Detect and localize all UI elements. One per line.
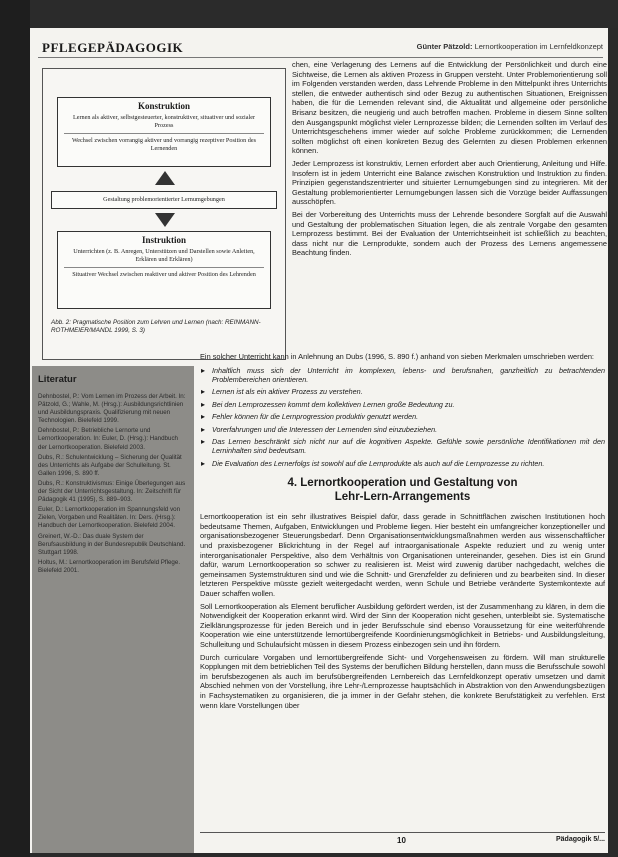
figure-pragmatic-position xyxy=(42,68,286,360)
feature-list xyxy=(200,366,605,469)
list-intro: Ein solcher Unterricht kann in Anlehnung an Dubs (1996, S. 890 f.) anhand von sieben Merkmalen umschrieben werden: xyxy=(200,352,594,361)
instruction-sub: Situativer Wechsel zwischen reaktiver und aktiver Position des Lehrenden xyxy=(64,267,264,279)
paragraph: Soll Lernortkooperation als Element beruflicher Ausbildung gefördert werden, ist der Zusammenhang zu klären, in dem die Notwendigkeit der Kooperation erkannt wird. Wird der Sinn der Kooperation nicht gesehen, unterbleibt sie. Systematische Zielklärungsprozesse für jeden Bereich und in jeder Berufsschule sind ebenso Voraussetzung für eine weiterführende Kooperation wie eine unterstützende lernortübergreifende Koordinierungsmöglichkeit in Betriebs- und Ausbildungsleitung, Schulleitung und Schulaufsicht müssen in diesem Prozess einbezogen sein und ihn fördern. xyxy=(200,601,605,649)
instruction-text: Unterrichten (z. B. Anregen, Unterstützen und Darstellen sowie Anleiten, Erklären und Erklären) xyxy=(73,248,255,263)
paragraph: chen, eine Verlagerung des Lernens auf die Entwicklung der Persönlichkeit und durch eine Sichtweise, die Lernen als aktiven Prozess in Gruppen versteht. Unter Problemorientierung soll im Folgenden verstanden werden, dass Lehrende Probleme in den Mittelpunkt ihres Unterrichts stellen, die entweder authentisch sind oder Bezug zu authentischen Situationen, Ereignissen haben, die für die Lernenden relevant sind, die Aktualität und allgemeine oder persönliche Brisanz besitzen, die neugierig und auch betroffen machen. Probleme in diesem Sinne sollten den Ausgangspunkt möglichst vieler Lernprozesse bilden; die Lernenden sollten im Verlauf des Unterrichtsgeschehens immer wieder auf solche Probleme zurückkommen; die Lernenden sollten möglichst oft einen konkreten Bezug des Gelernten zu diesen Problemen erkennen können. xyxy=(292,60,607,156)
article-author xyxy=(417,42,603,51)
section-heading-line1: 4. Lernortkooperation und Gestaltung von xyxy=(287,477,518,490)
arrow-down-icon xyxy=(155,213,175,227)
literature-entry: Dubs, R.: Konstruktivismus: Einige Überlegungen aus der Sicht der Unterrichtsgestaltung. In: Zeitschrift für Pädagogik 41 (1995), S. 889–903. xyxy=(38,479,186,504)
literature-entry: Greinert, W.-D.: Das duale System der Berufsausbildung in der Bundesrepublik Deutschland. Stuttgart 1998. xyxy=(38,532,186,556)
literature-entry: Dehnbostel, P.: Betriebliche Lernorte und Lernortkooperation. In: Euler, D. (Hrsg.): Handbuch der Lernortkooperation. Bielefeld 2003. xyxy=(38,427,178,451)
literature-entry: Dubs, R.: Schulentwicklung – Sicherung der Qualität des Unterrichts als Aufgabe der Schulleitung. St. Gallen 1996, S. 890 ff. xyxy=(38,453,182,477)
construction-sub: Wechsel zwischen vorrangig aktiver und vorrangig rezeptiver Position des Lernenden xyxy=(64,133,264,153)
literature-entry: Dehnbostel, P.: Vom Lernen im Prozess der Arbeit. In: Pätzold, G.; Wahle, M. (Hrsg.): Ausbildungsrichtlinien und Ausbildungspraxis. Qualifizierung mit neuen Technologien. Bielefeld 1999. xyxy=(38,393,186,425)
document-page xyxy=(30,28,608,853)
page-header xyxy=(38,36,603,58)
list-item: ▸ Lernen ist als ein aktiver Prozess zu verstehen. xyxy=(200,387,605,396)
section-heading xyxy=(220,476,585,504)
figure-caption: Abb. 2: Pragmatische Position zum Lehren und Lernen (nach: REINMANN-ROTHMEIER/MANDL 1999, S. 3) xyxy=(51,319,261,334)
literature-sidebar xyxy=(32,366,194,853)
list-item: ▸ Vorerfahrungen und die Interessen der Lernenden sind einzubeziehen. xyxy=(200,425,605,434)
paragraph: Lernortkooperation ist ein sehr illustratives Beispiel dafür, dass gerade in Schnittflächen zwischen Institutionen hoch bedeutsame Themen, Aufgaben, Entwicklungen und Probleme liegen. Hier besteht ein umfangreicher konzeptioneller und organisationsbezogener Steuerungsbedarf. Denn Organisationsentwicklungsmaßnahmen werden aus wissenschaftlicher und praxisbezogener Blickrichtung in der Regel auf intraorganisationale Aspekte reduziert und zu wenig unter interorganisationaler Perspektive, also dem Verhältnis von Organisationen untereinander, gesehen. Dies ist ein Grund dafür, warum Lernortkooperation so schwer zu realisieren ist. Meist wird zuwenig darüber nachgedacht, welches die gemeinsamen Systemstrukturen sind und wie die Schnitt- und Grenzfelder zu definieren und zu bearbeiten sind. In dieser letzteren Perspektive müsste gezielt weitergedacht werden, wenn Schule und Betriebe veränderte Systemkontexte auf Dauer schaffen wollen. xyxy=(200,512,605,598)
instruction-title: Instruktion xyxy=(141,235,186,245)
literature-title: Literatur xyxy=(38,374,77,385)
article-subtitle: Lernortkooperation im Lernfeldkonzept xyxy=(474,42,603,51)
author-name: Günter Pätzold: xyxy=(416,42,473,51)
instruction-box xyxy=(57,231,271,309)
page-footer xyxy=(200,832,605,848)
literature-entry: Euler, D.: Lernortkooperation im Spannungsfeld von Zielen, Vorgaben und Realitäten. In: Ders. (Hrsg.): Handbuch der Lernortkooperation. Bielefeld 2004. xyxy=(38,506,181,530)
list-item: ▸ Inhaltlich muss sich der Unterricht im komplexen, lebens- und berufsnahen, ganzheitlich zu betrachtenden Problembereichen orientieren. xyxy=(200,366,605,385)
learning-environment-box xyxy=(51,191,277,209)
paragraph: Durch curriculare Vorgaben und lernortübergreifende Sicht- und Vorgehensweisen zu fördern. Will man strukturelle Kopplungen mit dem betrieblichen Teil des Systems der beruflichen Bildung herstellen, dann muss die Berufsschule sowohl im berufsbezogenen als auch im berufsübergreifenden Lernbereich das Lernfeldkonzept operativ umsetzen und damit Abschied nehmen von der Vorstellung, ihre Lehr-/Lernprozesse hauptsächlich in Abstraktion von den Anwendungsbezügen in Fachsystematiken zu organisieren, die ja immer in der Gefahr stehen, die konkrete Berufstätigkeit zu verfehlen. Erst wenn klare Vorstellungen über xyxy=(200,652,605,710)
footer-note: Pädagogik 5/... xyxy=(555,836,605,843)
list-item: ▸ Fehler können für die Lernprogression produktiv genutzt werden. xyxy=(200,412,605,421)
journal-brand: PFLEGEPÄDAGOGIK xyxy=(42,40,184,55)
literature-entry: Holtus, M.: Lernortkooperation im Berufsfeld Pflege. Bielefeld 2001. xyxy=(38,558,181,574)
learning-environment-text: Gestaltung problemorientierter Lernumgebungen xyxy=(103,196,225,203)
paragraph: Jeder Lernprozess ist konstruktiv, Lernen erfordert aber auch Orientierung, Anleitung und Hilfe. Insofern ist in jedem Unterricht eine Balance zwischen Konstruktion und Instruktion zu finden. Prinzipien gegenstandszentrierter und situierter Lernumgebungen sind zu integrieren. Mit der Gestaltung problemorientierter Lernumgebungen lassen sich die Vorzüge beider Auffassungen ausschöpfen. xyxy=(292,158,607,207)
construction-box xyxy=(57,97,271,167)
construction-title: Konstruktion xyxy=(137,101,190,111)
right-column xyxy=(292,60,607,261)
list-item: ▸ Bei den Lernprozessen kommt dem kollektiven Lernen große Bedeutung zu. xyxy=(200,400,605,409)
page-number: 10 xyxy=(397,836,406,845)
list-item: ▸ Die Evaluation des Lernerfolgs ist sowohl auf die Lernprodukte als auch auf die Lernprozesse zu richten. xyxy=(200,459,605,468)
arrow-up-icon xyxy=(155,171,175,185)
list-item: ▸ Das Lernen beschränkt sich nicht nur auf die kognitiven Aspekte. Gefühle sowie persönliche Identifikationen mit den Lerninhalten sind bedeutsam. xyxy=(200,437,605,456)
scan-border-left xyxy=(0,0,30,857)
construction-text: Lernen als aktiver, selbstgesteuerter, konstruktiver, situativer und sozialer Prozess xyxy=(72,114,256,129)
main-text xyxy=(200,352,605,713)
scan-border-top xyxy=(0,0,618,28)
section-heading-line2: Lehr-Lern-Arrangements xyxy=(334,491,471,504)
paragraph: Bei der Vorbereitung des Unterrichts muss der Lehrende besondere Sorgfalt auf die Auswahl und Gestaltung der problematischen Situation legen, die als zentrale Vorgabe den gesamten Lernprozess bestimmt. Bei der Evaluation der Unterrichtseinheit ist schließlich zu beachten, dass nicht nur die Lernprodukte, sondern auch der Prozess des Lernens angemessene Beachtung finden. xyxy=(292,209,607,258)
